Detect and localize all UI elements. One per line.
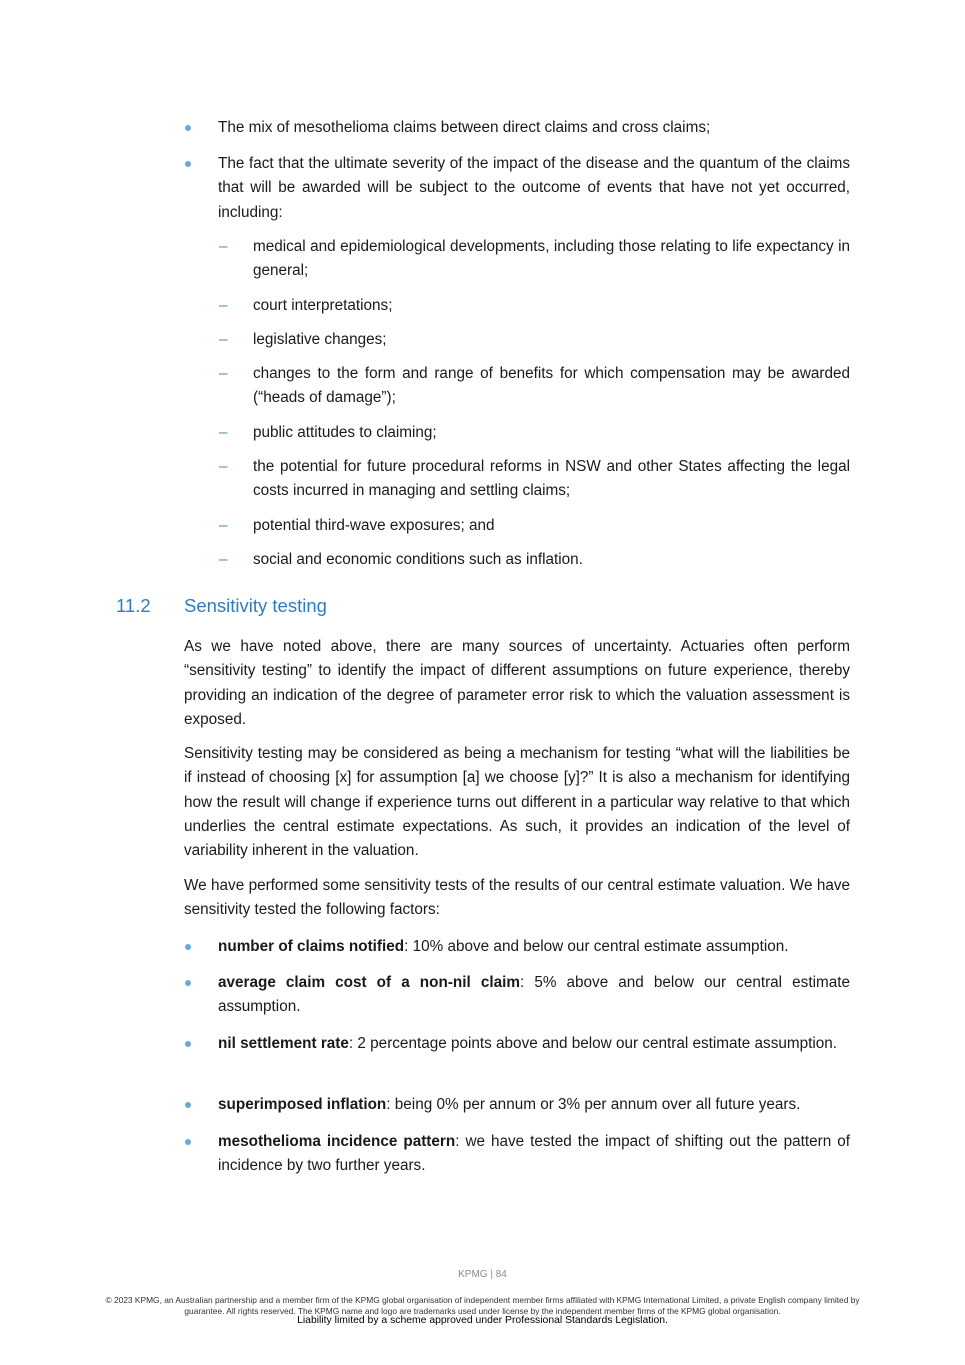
sub-item-third-wave: – potential third-wave exposures; and — [253, 514, 850, 538]
factor-nil-settlement-rate — [218, 1032, 850, 1056]
footer-page-label: KPMG | 84 — [458, 1269, 507, 1280]
factor-text: : 10% above and below our central estimate assumption. — [404, 938, 789, 955]
paragraph-uncertainty: As we have noted above, there are many sources of uncertainty. Actuaries often perform “sensitivity testing” to identify the impact of different assumptions on future experience, thereby providing an indication of the degree of parameter error risk to which the valuation assessment is exposed. — [184, 638, 850, 728]
factor-term: number of claims notified — [218, 938, 405, 955]
bullet-ultimate-severity: The fact that the ultimate severity of the impact of the disease and the quantum of the claims that will be awarded will be subject to the outcome of events that have not yet occurred, including: — [218, 152, 850, 225]
paragraph-mechanism: Sensitivity testing may be considered as being a mechanism for testing “what will the liabilities be if instead of choosing [x] for assumption [a] we choose [y]?” It is also a mechanism for identifying how the result will change if experience turns out different in a particular way relative to that which underlies the central estimate expectations. As such, it provides an indication of the level of variability inherent in the valuation. — [184, 745, 850, 860]
factor-text: : 5% above and below our central estimate assumption. — [218, 974, 850, 1016]
sub-item-benefits: – changes to the form and range of benefits for which compensation may be awarded (“heads of damage”); — [253, 362, 850, 411]
sub-item-public-attitudes: – public attitudes to claiming; — [253, 421, 850, 445]
sub-item-procedural-reforms: – the potential for future procedural reforms in NSW and other States affecting the legal costs incurred in managing and settling claims; — [253, 455, 850, 504]
factor-average-claim-cost — [218, 971, 850, 1020]
bullet-mix-of-claims: The mix of mesothelioma claims between direct claims and cross claims; — [218, 116, 850, 140]
factor-term: average claim cost of a non-nil claim — [218, 974, 520, 991]
factor-text: : we have tested the impact of shifting out the pattern of incidence by two further years. — [218, 1133, 851, 1175]
section-number: 11.2 — [116, 595, 151, 616]
sub-item-social-economic: – social and economic conditions such as inflation. — [253, 548, 850, 572]
factor-text: : being 0% per annum or 3% per annum over all future years. — [386, 1096, 801, 1113]
sub-item-legislative: – legislative changes; — [253, 328, 850, 352]
factor-term: superimposed inflation — [218, 1096, 387, 1113]
factor-term: mesothelioma incidence pattern — [218, 1133, 456, 1150]
factor-claims-notified — [218, 935, 850, 959]
sub-item-medical: – medical and epidemiological developments, including those relating to life expectancy in general; — [253, 235, 850, 284]
factor-term: nil settlement rate — [218, 1035, 349, 1052]
sub-item-court: – court interpretations; — [253, 294, 850, 318]
factor-incidence-pattern — [218, 1130, 850, 1179]
footer-liability: Liability limited by a scheme approved under Professional Standards Legislation. — [297, 1315, 668, 1326]
paragraph-performed-tests: We have performed some sensitivity tests of the results of our central estimate valuation. We have sensitivity tested the following factors: — [184, 877, 850, 919]
section-title: Sensitivity testing — [184, 595, 327, 616]
factor-text: : 2 percentage points above and below our central estimate assumption. — [348, 1035, 838, 1052]
footer-copyright: © 2023 KPMG, an Australian partnership and a member firm of the KPMG global organisation of independent member firms affiliated with KPMG International Limited, a private English company limited by guarantee. All rights reserved. The KPMG name and logo are trademarks used under license by the independent member firms of the KPMG global organisation. — [105, 1295, 860, 1316]
factor-superimposed-inflation — [218, 1093, 850, 1117]
